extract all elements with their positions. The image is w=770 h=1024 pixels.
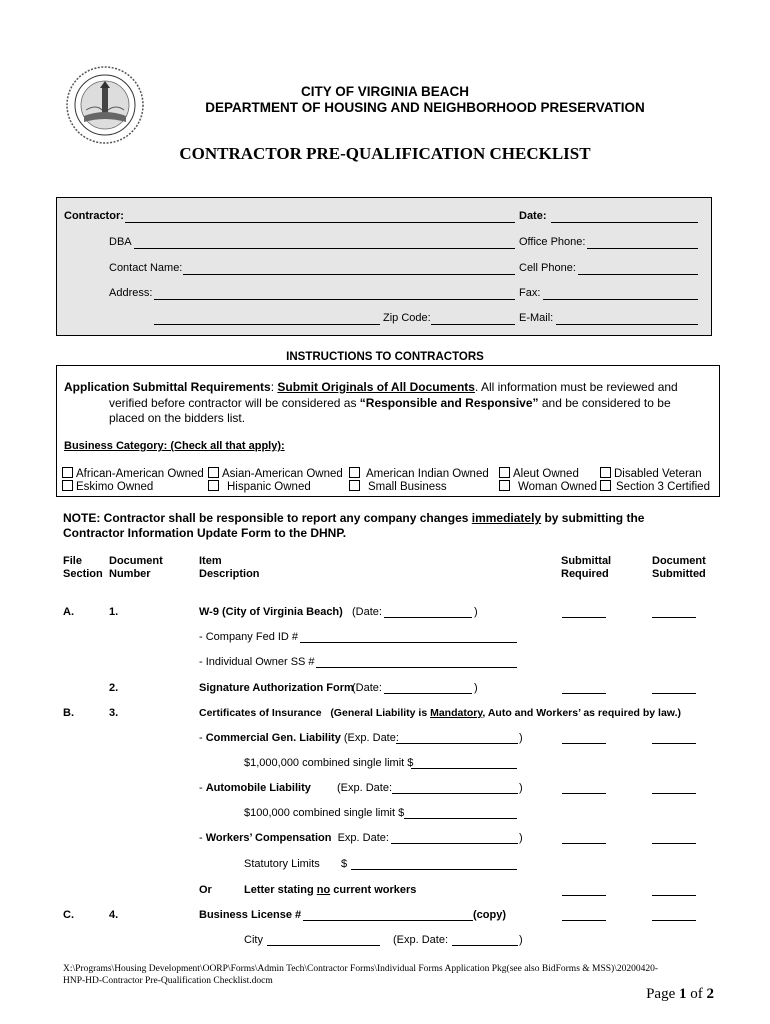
letter-submitted-check[interactable] [652, 895, 696, 896]
header-file-section: File Section [63, 555, 103, 580]
org-name: CITY OF VIRGINIA BEACH [300, 84, 469, 99]
checkbox-icon [600, 467, 611, 478]
checkbox-icon [499, 480, 510, 491]
business-license-item: Business License # [199, 909, 302, 921]
letter-no-workers-item: Letter stating no current workers [244, 884, 417, 896]
contact-name-label: Contact Name: [109, 262, 183, 274]
checkbox-disabled-veteran[interactable]: Disabled Veteran [600, 467, 702, 480]
sig-date-label: (Date: [352, 682, 382, 694]
address-field[interactable] [154, 299, 515, 300]
cgl-exp-date-field[interactable] [396, 743, 518, 744]
dollar-sign: $ [341, 858, 348, 870]
cgl-required-check[interactable] [562, 743, 606, 744]
header-document-number: Document Number [109, 555, 163, 580]
contractor-field[interactable] [125, 222, 515, 223]
statutory-limits-field[interactable] [351, 869, 517, 870]
w9-submitted-check[interactable] [652, 617, 696, 618]
bl-submitted-check[interactable] [652, 920, 696, 921]
certificates-of-insurance-item: Certificates of Insurance (General Liability is Mandatory, Auto and Workers’ as required by law.) [199, 707, 681, 719]
submittal-requirements: Application Submittal Requirements: Submit Originals of All Documents. All information must be reviewed and verified before contractor will be considered as “Responsible and Responsive” and be considered to be placed on the bidders list. [64, 380, 678, 425]
or-label: Or [199, 884, 212, 896]
contact-name-field[interactable] [183, 274, 515, 275]
office-phone-label: Office Phone: [519, 236, 586, 248]
cgl-limit-label: $1,000,000 combined single limit $ [244, 757, 414, 769]
bl-exp-label: (Exp. Date: [393, 934, 449, 946]
paren: ) [519, 832, 523, 844]
checkbox-asian-american[interactable]: Asian-American Owned [208, 467, 343, 480]
instructions-heading: INSTRUCTIONS TO CONTRACTORS [286, 351, 484, 363]
doc-number-4: 4. [109, 909, 119, 921]
auto-exp-date-field[interactable] [392, 793, 518, 794]
auto-required-check[interactable] [562, 793, 606, 794]
header-submittal-required: Submittal Required [561, 555, 612, 580]
cgl-submitted-check[interactable] [652, 743, 696, 744]
page-number: Page 1 of 2 [646, 986, 714, 1002]
checkbox-icon [208, 480, 219, 491]
department-name: DEPARTMENT OF HOUSING AND NEIGHBORHOOD PRESERVATION [205, 100, 645, 115]
date-field[interactable] [551, 222, 698, 223]
email-label: E-Mail: [519, 312, 554, 324]
w9-required-check[interactable] [562, 617, 606, 618]
wc-submitted-check[interactable] [652, 843, 696, 844]
section-c: C. [63, 909, 74, 921]
doc-number-3: 3. [109, 707, 119, 719]
cell-phone-label: Cell Phone: [519, 262, 576, 274]
copy-label: (copy) [473, 909, 506, 921]
w9-date-label: (Date: [352, 606, 382, 618]
checkbox-small-business[interactable]: Small Business [349, 480, 447, 493]
company-fed-id-label: - Company Fed ID # [199, 631, 299, 643]
instructions-box [56, 365, 720, 497]
wc-exp-date-field[interactable] [391, 843, 518, 844]
letter-required-check[interactable] [562, 895, 606, 896]
owner-ss-field[interactable] [316, 667, 517, 668]
address-label: Address: [109, 287, 153, 299]
doc-number-2: 2. [109, 682, 119, 694]
dba-field[interactable] [134, 248, 515, 249]
checkbox-icon [349, 467, 360, 478]
checkbox-hispanic[interactable]: Hispanic Owned [208, 480, 311, 493]
commercial-gen-liability-item: - Commercial Gen. Liability (Exp. Date: [199, 732, 399, 744]
doc-number-1: 1. [109, 606, 119, 618]
checkbox-american-indian[interactable]: American Indian Owned [349, 467, 489, 480]
workers-compensation-item: - Workers’ Compensation Exp. Date: [199, 832, 389, 844]
checkbox-icon [62, 467, 73, 478]
paren: ) [519, 934, 523, 946]
page-title: CONTRACTOR PRE-QUALIFICATION CHECKLIST [179, 144, 591, 163]
auto-limit-field[interactable] [404, 818, 517, 819]
zip-label: Zip Code: [383, 312, 431, 324]
sig-date-field[interactable] [384, 693, 472, 694]
fax-label: Fax: [519, 287, 541, 299]
bl-exp-date-field[interactable] [452, 945, 518, 946]
sig-submitted-check[interactable] [652, 693, 696, 694]
business-category-label: Business Category: (Check all that apply): [64, 440, 285, 452]
auto-limit-label: $100,000 combined single limit $ [244, 807, 405, 819]
paren: ) [519, 782, 523, 794]
w9-date-field[interactable] [384, 617, 472, 618]
checkbox-icon [208, 467, 219, 478]
checkbox-woman-owned[interactable]: Woman Owned [499, 480, 597, 493]
paren: ) [474, 606, 478, 618]
checkbox-section-3[interactable]: Section 3 Certified [600, 480, 710, 493]
cell-phone-field[interactable] [578, 274, 698, 275]
auto-exp-label: (Exp. Date: [337, 782, 393, 794]
dba-label: DBA [109, 236, 132, 248]
city-field[interactable] [267, 945, 380, 946]
section-b: B. [63, 707, 74, 719]
checkbox-african-american[interactable]: African-American Owned [62, 467, 204, 480]
city-label: City [244, 934, 263, 946]
checkbox-aleut[interactable]: Aleut Owned [499, 467, 579, 480]
paren: ) [519, 732, 523, 744]
sig-required-check[interactable] [562, 693, 606, 694]
note-text: NOTE: Contractor shall be responsible to report any company changes immediately by submitting the Contractor Information Update Form to the DHNP. [63, 511, 645, 540]
cgl-limit-field[interactable] [411, 768, 517, 769]
owner-ss-label: - Individual Owner SS # [199, 656, 315, 668]
checkbox-eskimo[interactable]: Eskimo Owned [62, 480, 153, 493]
checkbox-icon [349, 480, 360, 491]
bl-required-check[interactable] [562, 920, 606, 921]
w9-item: W-9 (City of Virginia Beach) [199, 606, 343, 618]
company-fed-id-field[interactable] [300, 642, 517, 643]
automobile-liability-item: - Automobile Liability [199, 782, 311, 794]
office-phone-field[interactable] [587, 248, 698, 249]
statutory-limits-label: Statutory Limits [244, 858, 320, 870]
address-line-2-field[interactable] [154, 324, 380, 325]
paren: ) [474, 682, 478, 694]
fax-field[interactable] [543, 299, 698, 300]
contractor-label: Contractor: [64, 210, 124, 222]
checkbox-icon [62, 480, 73, 491]
date-label: Date: [519, 210, 547, 222]
signature-authorization-item: Signature Authorization Form [199, 682, 354, 694]
header-item-description: Item Description [199, 555, 260, 580]
contractor-info-box [56, 197, 712, 336]
checkbox-icon [600, 480, 611, 491]
business-license-field[interactable] [303, 920, 473, 921]
file-path-footer: X:\Programs\Housing Development\OORP\Forms\Admin Tech\Contractor Forms\Individual Forms Application Pkg(see also BidForms & MSS)\20200420- HNP-HD-Contractor Pre-Qualification Checklist.docm [63, 964, 659, 986]
header-document-submitted: Document Submitted [652, 555, 706, 580]
checkbox-icon [499, 467, 510, 478]
section-a: A. [63, 606, 74, 618]
zip-field[interactable] [431, 324, 515, 325]
email-field[interactable] [556, 324, 698, 325]
wc-required-check[interactable] [562, 843, 606, 844]
auto-submitted-check[interactable] [652, 793, 696, 794]
